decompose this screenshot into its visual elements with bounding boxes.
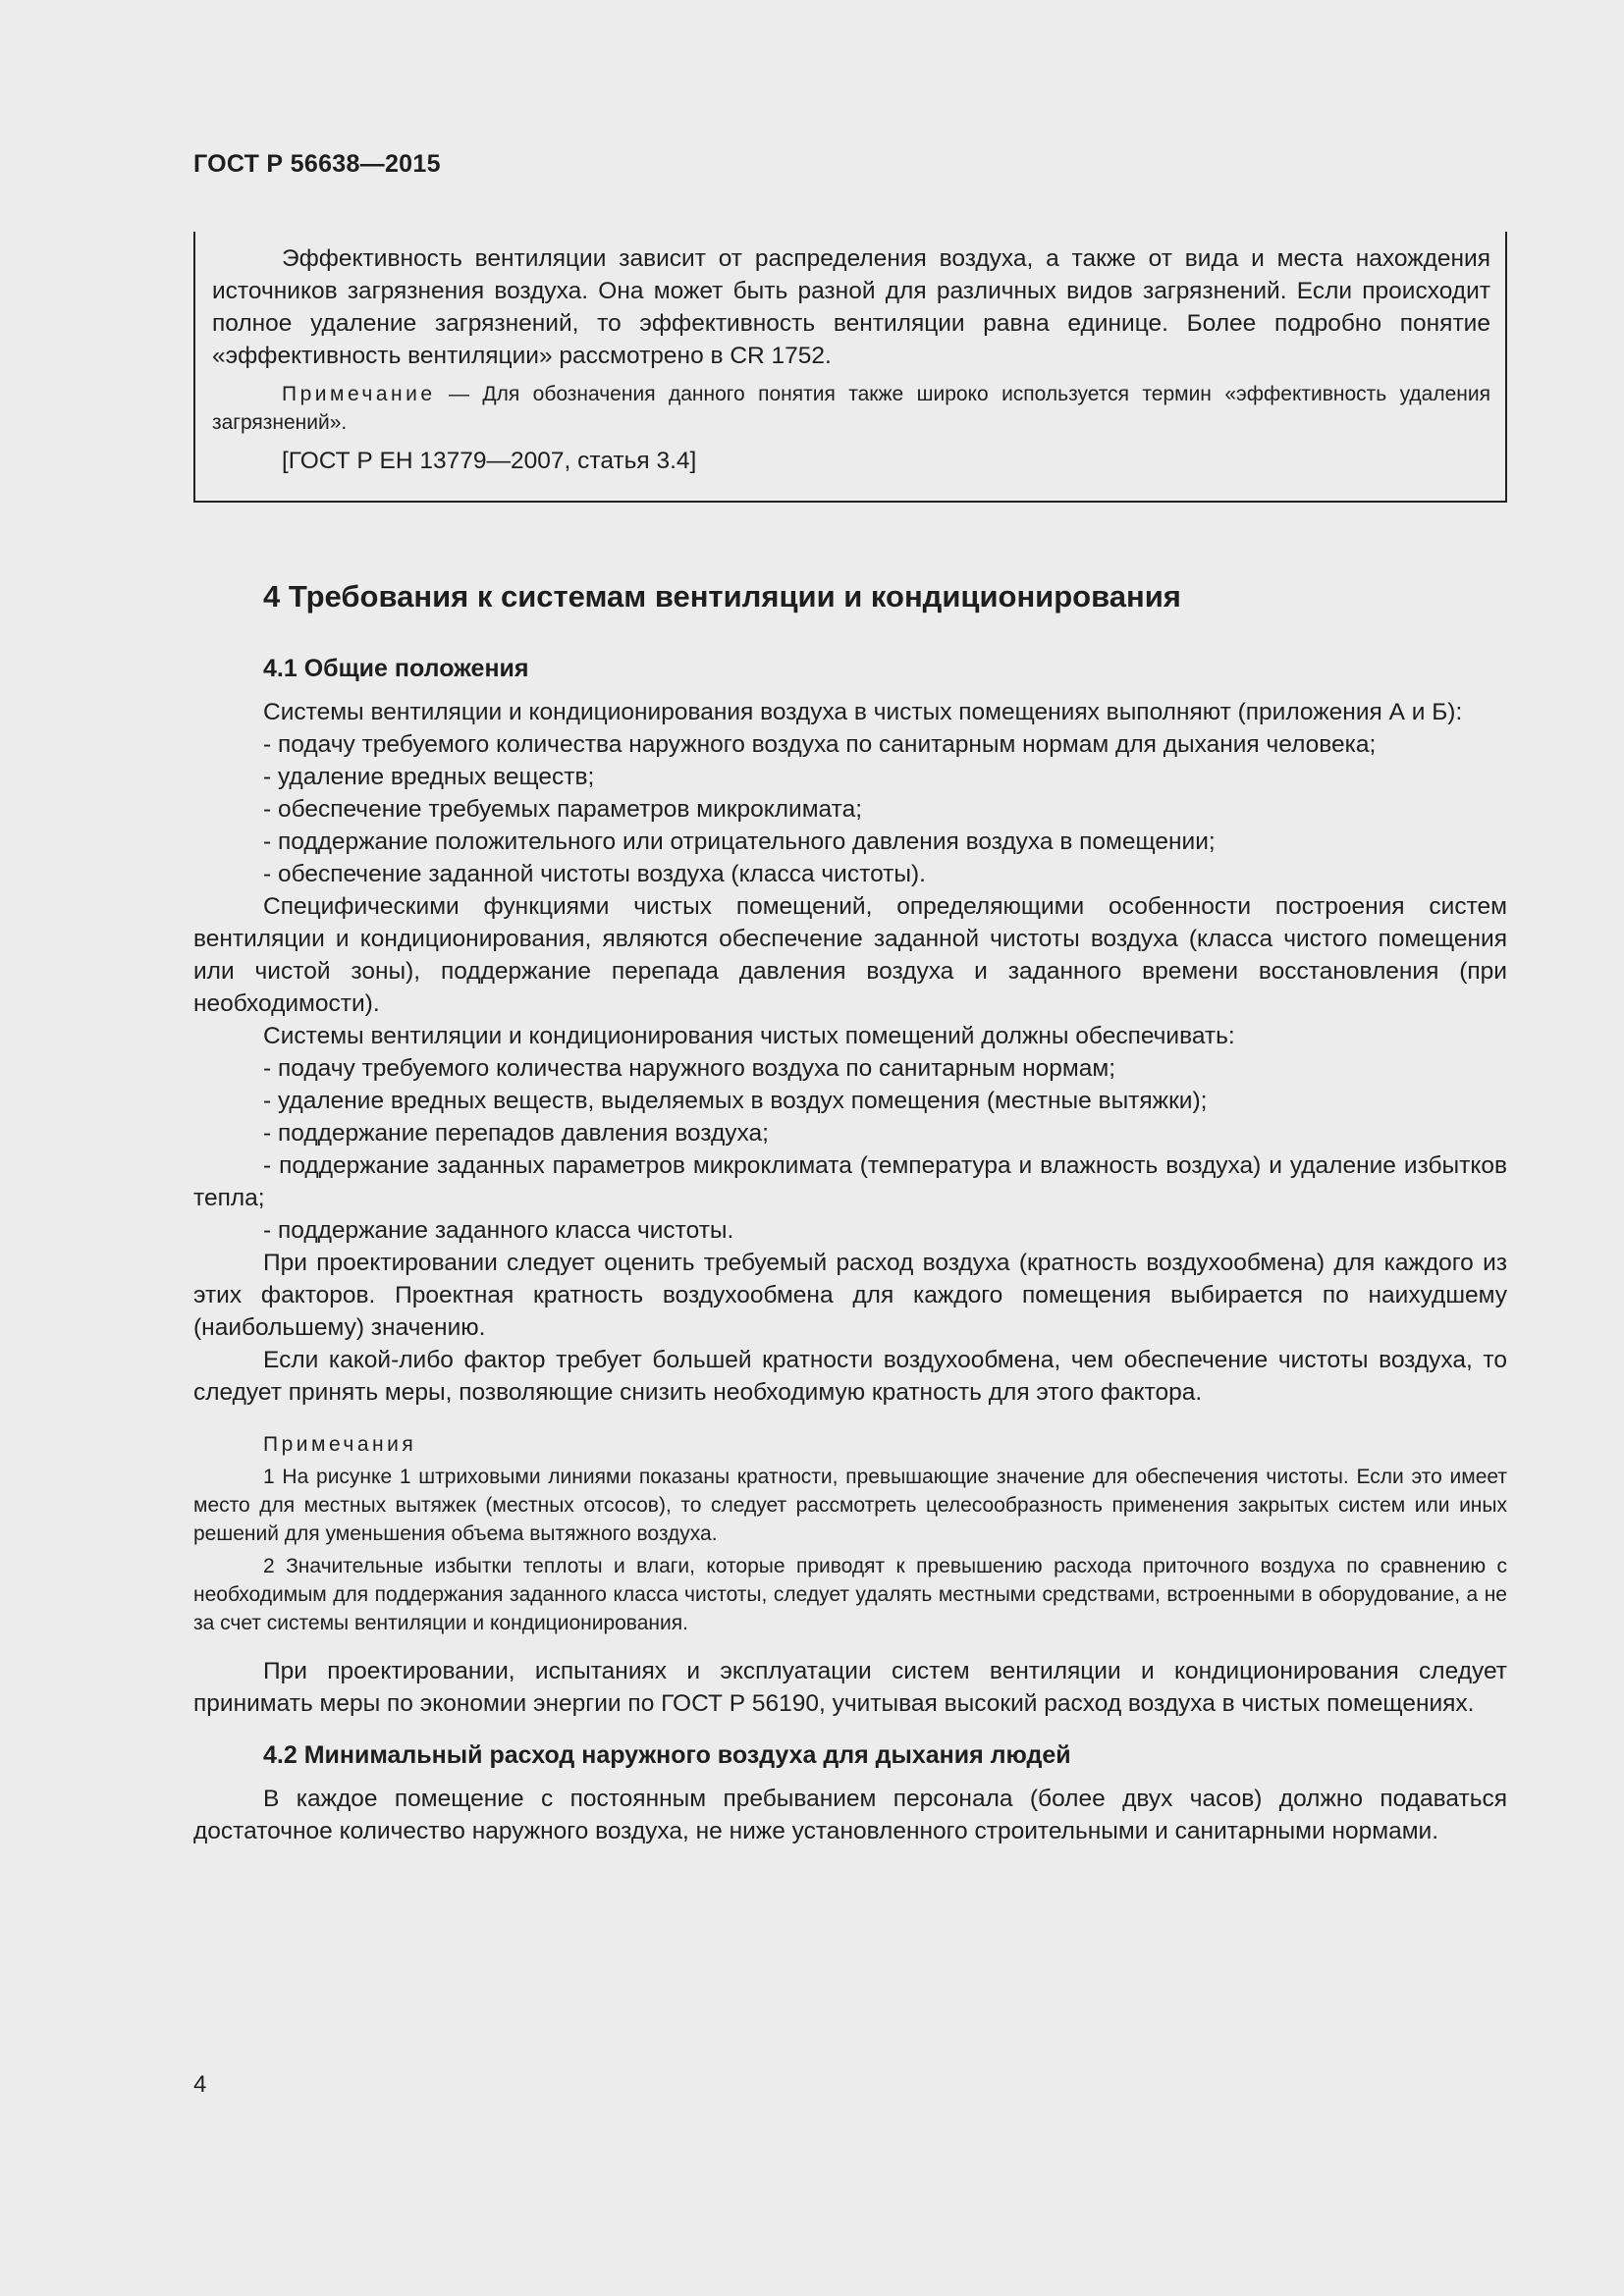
paragraph: Системы вентиляции и кондиционирования чистых помещений должны обеспечивать:: [263, 1023, 1235, 1049]
definition-box: [193, 232, 1507, 503]
subsection-4-1-title: 4.1 Общие положения: [263, 655, 529, 682]
note-1: 1 На рисунке 1 штриховыми линиями показаны кратности, превышающие значение для обеспечения чистоты. Если это имеет место для местных вытяжек (местных отсосов), то следует рассмотреть целесообразность применения закрытых систем или иных решений для уменьшения объема вытяжного воздуха.: [193, 1466, 1507, 1545]
paragraph: Если какой-либо фактор требует большей кратности воздухообмена, чем обеспечение чистоты воздуха, то следует принять меры, позволяющие снизить необходимую кратность для этого фактора.: [193, 1347, 1507, 1406]
list-item: - обеспечение требуемых параметров микроклимата;: [263, 796, 863, 823]
note-label: Примечание: [282, 383, 436, 405]
paragraph: При проектировании следует оценить требуемый расход воздуха (кратность воздухообмена) для каждого из этих факторов. Проектная кратность воздухообмена для каждого помещения выбирается по наихудшему (наибольшему) значению.: [193, 1250, 1507, 1341]
definition-reference: [ГОСТ Р ЕН 13779—2007, статья 3.4]: [282, 448, 697, 474]
list-item: - удаление вредных веществ, выделяемых в воздух помещения (местные вытяжки);: [263, 1088, 1208, 1114]
note-2: 2 Значительные избытки теплоты и влаги, которые приводят к превышению расхода приточного воздуха по сравнению с необходимым для поддержания заданного класса чистоты, следует удалять местными средствами, встроенными в оборудование, а не за счет системы вентиляции и кондиционирования.: [193, 1555, 1507, 1634]
list-item: - обеспечение заданной чистоты воздуха (класса чистоты).: [263, 861, 926, 887]
list-item: - удаление вредных веществ;: [263, 764, 595, 790]
definition-paragraph: Эффективность вентиляции зависит от распределения воздуха, а также от вида и места нахождения источников загрязнения воздуха. Она может быть разной для различных видов загрязнений. Если происходит полное удаление загрязнений, то эффективность вентиляции равна единице. Более подробно понятие «эффективность вентиляции» рассмотрено в CR 1752.: [212, 245, 1490, 369]
subsection-4-2-title: 4.2 Минимальный расход наружного воздуха для дыхания людей: [263, 1741, 1071, 1769]
section-4-body: [193, 655, 1507, 1847]
list-item: - поддержание положительного или отрицательного давления воздуха в помещении;: [263, 828, 1216, 855]
paragraph: Системы вентиляции и кондиционирования воздуха в чистых помещениях выполняют (приложения А и Б):: [263, 699, 1463, 725]
definition-note: [212, 380, 1490, 437]
list-item: - подачу требуемого количества наружного воздуха по санитарным нормам;: [263, 1055, 1116, 1082]
list-item: - подачу требуемого количества наружного воздуха по санитарным нормам для дыхания человека;: [263, 731, 1377, 758]
section-4-title: 4 Требования к системам вентиляции и кондиционирования: [263, 579, 1181, 614]
list-item: - поддержание перепадов давления воздуха;: [263, 1120, 769, 1147]
paragraph: При проектировании, испытаниях и эксплуатации систем вентиляции и кондиционирования следует принимать меры по экономии энергии по ГОСТ Р 56190, учитывая высокий расход воздуха в чистых помещениях.: [193, 1658, 1507, 1717]
notes-label: Примечания: [263, 1433, 417, 1456]
document-id-header: ГОСТ Р 56638—2015: [193, 150, 441, 178]
page-number: 4: [193, 2071, 207, 2098]
list-item: - поддержание заданных параметров микроклимата (температура и влажность воздуха) и удаление избытков тепла;: [193, 1152, 1507, 1211]
note-text: — Для обозначения данного понятия также широко используется термин «эффективность удаления загрязнений».: [212, 383, 1490, 434]
paragraph: Специфическими функциями чистых помещений, определяющими особенности построения систем вентиляции и кондиционирования, являются обеспечение заданной чистоты воздуха (класса чистого помещения или чистой зоны), поддержание перепада давления воздуха и заданного времени восстановления (при необходимости).: [193, 893, 1507, 1017]
list-item: - поддержание заданного класса чистоты.: [263, 1217, 734, 1244]
paragraph: В каждое помещение с постоянным пребыванием персонала (более двух часов) должно подаваться достаточное количество наружного воздуха, не ниже установленного строительными и санитарными нормами.: [193, 1786, 1507, 1844]
